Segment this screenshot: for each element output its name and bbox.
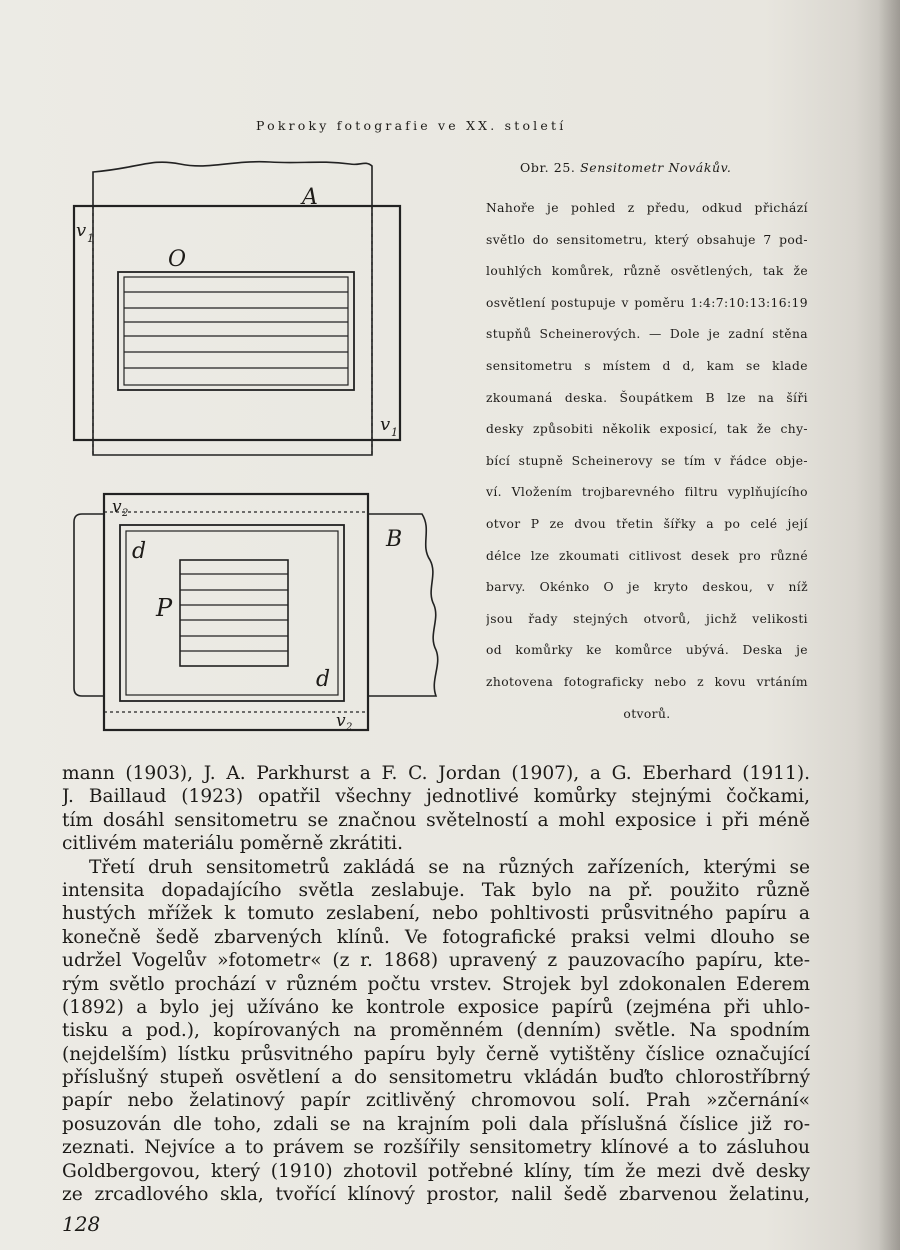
text-line: (1892) a bylo jej užíváno ke kontrole exposice papírů (zejména při uhlo- [62, 996, 810, 1018]
caption-line: zhotovena fotograficky nebo z kovu vrtáním [486, 674, 808, 689]
figure-caption-title [520, 160, 731, 175]
label-d-bottom: d [316, 667, 331, 692]
text-line: zeznati. Nejvíce a to právem se rozšířily sensitometry klínové a to zásluhou [62, 1137, 810, 1159]
label-v2-bottom-sub: 2 [346, 722, 353, 733]
label-v2-top-sub: 2 [122, 508, 129, 519]
caption-line: desky způsobiti několik exposicí, tak že chy- [486, 422, 808, 437]
sensitometer-figure [60, 150, 440, 740]
text-line: posuzován dle toho, zdali se na krajním poli dala příslušná číslice již ro- [62, 1113, 810, 1135]
caption-line: louhlých komůrek, různě osvětlených, tak že [486, 264, 808, 279]
running-head: Pokroky fotografie ve XX. století [256, 118, 567, 133]
text-line: Goldbergovou, který (1910) zhotovil potřebné klíny, tím že mezi dvě desky [62, 1160, 810, 1182]
label-v2-top: v [112, 497, 122, 517]
caption-line: od komůrky ke komůrce ubývá. Deska je [486, 643, 808, 658]
chamber-lines-top [124, 292, 348, 368]
front-frame [74, 206, 400, 440]
label-v2-bottom: v [336, 711, 346, 731]
text-line: tisku a pod.), kopírovaných na proměnném (denním) světle. Na spodním [62, 1020, 810, 1042]
text-line: tím dosáhl sensitometru se značnou světelností a mohl exposice i při méně [62, 809, 810, 831]
caption-line: barvy. Okénko O je kryto deskou, v níž [486, 580, 808, 595]
caption-line: sensitometru s místem d d, kam se klade [486, 358, 808, 373]
chamber-lines-bottom [180, 574, 288, 651]
aperture-p-outline [180, 560, 288, 666]
page-number: 128 [62, 1212, 101, 1236]
caption-line: světlo do sensitometru, který obsahuje 7 pod- [486, 232, 808, 247]
text-line: citlivém materiálu poměrně zkrátiti. [62, 833, 404, 855]
label-v1-left-sub: 1 [87, 232, 94, 245]
label-v1-right: v [380, 414, 391, 435]
caption-line: délce lze zkoumati citlivost desek pro různé [486, 548, 808, 563]
text-line: intensita dopadajícího světla zeslabuje. Tak bylo na př. použito různě [62, 879, 810, 901]
text-line: rým světlo prochází v různém počtu vrstev. Strojek byl zdokonalen Ederem [62, 973, 810, 995]
text-line: (nejdelším) lístku průsvitného papíru byly černě vytištěny číslice označující [62, 1043, 810, 1065]
caption-line: otvor P ze dvou třetin šířky a po celé její [486, 516, 808, 531]
label-o: O [168, 247, 187, 272]
caption-line: bící stupně Scheinerovy se tím v řádce obje- [486, 453, 808, 468]
text-line: ze zrcadlového skla, tvořící klínový prostor, nalil šedě zbarvenou želatinu, [62, 1184, 810, 1206]
text-line: udržel Vogelův »fotometr« (z r. 1868) upravený z pauzovacího papíru, kte- [62, 950, 810, 972]
label-b: B [386, 527, 403, 552]
caption-line: osvětlení postupuje v poměru 1:4:7:10:13:16:19 [486, 295, 808, 310]
slide-b-outline [368, 514, 438, 696]
label-d-top: d [132, 539, 147, 564]
window-o-outline [118, 272, 354, 390]
caption-prefix: Obr. 25. [520, 160, 576, 175]
text-line: J. Baillaud (1923) opatřil všechny jednotlivé komůrky stejnými čočkami, [62, 786, 810, 808]
label-v1-left: v [76, 220, 87, 241]
text-line: příslušný stupeň osvětlení a do sensitometru vkládán buďto chlorostříbrný [62, 1067, 810, 1089]
page-edge-shadow [878, 0, 900, 1250]
caption-line: jsou řady stejných otvorů, jichž velikosti [486, 611, 808, 626]
sensitometer-diagram [60, 150, 440, 740]
body-text [62, 762, 810, 1206]
plate-area-outline [120, 525, 344, 701]
label-p: P [156, 594, 173, 622]
figure-caption-body [486, 193, 808, 730]
caption-line: Nahoře je pohled z předu, odkud přichází [486, 201, 808, 215]
caption-line: zkoumaná deska. Šoupátkem B lze na šíři [486, 390, 808, 405]
label-a: A [302, 185, 318, 210]
caption-line: otvorů. [623, 706, 671, 721]
caption-line: stupňů Scheinerových. — Dole je zadní stěna [486, 327, 808, 342]
text-line: mann (1903), J. A. Parkhurst a F. C. Jordan (1907), a G. Eberhard (1911). [62, 763, 810, 784]
caption-title-text: Sensitometr Novákův. [580, 160, 732, 175]
slide-left-tab [74, 514, 104, 696]
label-v1-right-sub: 1 [391, 426, 398, 439]
text-line: papír nebo želatinový papír zcitlivěný chromovou solí. Prah »zčernání« [62, 1090, 810, 1112]
text-line: konečně šedě zbarvených klínů. Ve fotografické praksi velmi dlouho se [62, 926, 810, 948]
text-line: Třetí druh sensitometrů zakládá se na různých zařízeních, kterými se [89, 856, 810, 878]
text-line: hustých mřížek k tomuto zeslabení, nebo pohltivosti průsvitného papíru a [62, 903, 810, 925]
caption-line: ví. Vložením trojbarevného filtru vyplňujícího [486, 485, 808, 500]
